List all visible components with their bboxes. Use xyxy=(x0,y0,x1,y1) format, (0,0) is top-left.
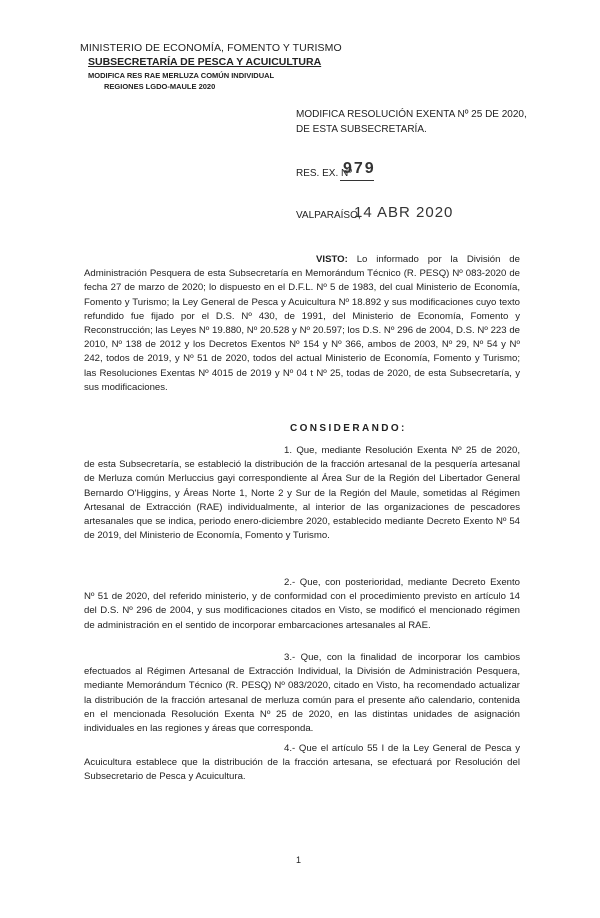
considerando-title: CONSIDERANDO: xyxy=(290,423,407,434)
visto-section xyxy=(84,253,520,395)
considerando-paragraph-3: 3.- Que, con la finalidad de incorporar los cambios efectuados al Régimen Artesanal de Extracción Individual, la División de Administración Pesquera, mediante Memorándum Técnico (R. PESQ) Nº 083/2020, citado en Visto, ha recomendado actualizar la distribución de la fracción artesanal de merluza común para el presente año calendario, contenida en el mencionada Resolución Exenta Nº 25 de 2020, en las distintas unidades de asignación individuales en las regiones y áreas que corresponda. xyxy=(84,652,520,735)
resolution-number-underline xyxy=(340,180,374,181)
visto-text: Lo informado por la División de Administración Pesquera de esta Subsecretaría en Memorándum Técnico (R. PESQ) Nº 083-2020 de fecha 27 de marzo de 2020; lo dispuesto en el D.F.L. Nº 5 de 1983, del cual Ministerio de Economía, Fomento y Turismo; la Ley General de Pesca y Acuicultura Nº 18.892 y sus modificaciones cuyo texto refundido fue fijado por el D.S. Nº 430, de 1991, del Ministerio de Economía, Fomento y Reconstrucción; las Leyes Nº 19.880, Nº 20.528 y Nº 20.597; los D.S. Nº 296 de 2004, D.S. Nº 223 de 2010, Nº 138 de 2012 y los Decretos Exentos Nº 154 y Nº 366, ambos de 2003, Nº 29, Nº 54 y Nº 242, todos de 2019, y Nº 51 de 2020, todos del actual Ministerio de Economía, Fomento y Turismo; las Resoluciones Exentas Nº 4015 de 2019 y Nº 04 t Nº 25, todas de 2020, de esta Subsecretaría, y sus modificaciones. xyxy=(84,254,520,393)
considerando-paragraph-2: 2.- Que, con posterioridad, mediante Decreto Exento Nº 51 de 2020, del referido ministerio, y de conformidad con el procedimiento previsto en artículo 14 del D.S. Nº 296 de 2004, y sus modificaciones citados en Visto, se modificó el mencionado régimen de administración en el sentido de incorporar embarcaciones artesanales al RAE. xyxy=(84,577,520,631)
ministry-name: MINISTERIO DE ECONOMÍA, FOMENTO Y TURISMO xyxy=(80,42,342,54)
visto-label: VISTO: xyxy=(316,254,348,265)
subsecretaria-name: SUBSECRETARÍA DE PESCA Y ACUICULTURA xyxy=(88,56,322,68)
resolution-date-stamp: 14 ABR 2020 xyxy=(354,204,454,221)
considerando-paragraph-4: 4.- Que el artículo 55 I de la Ley General de Pesca y Acuicultura establece que la distribución de la fracción artesana, se efectuará por Resolución del Subsecretario de Pesca y Acuicultura. xyxy=(84,743,520,783)
document-ref-line-2: REGIONES LGDO-MAULE 2020 xyxy=(104,82,216,91)
resolution-number-label: RES. EX. Nº xyxy=(296,168,352,179)
resolution-subject: MODIFICA RESOLUCIÓN EXENTA Nº 25 DE 2020, DE ESTA SUBSECRETARÍA. xyxy=(296,109,527,135)
considerando-paragraph-1: 1. Que, mediante Resolución Exenta Nº 25 de 2020, de esta Subsecretaría, se estableció la distribución de la fracción artesanal de la pesquería artesanal de Merluza común Merluccius gayi correspondiente al Área Sur de la Región del Libertador General Bernardo O'Higgins, y Áreas Norte 1, Norte 2 y Sur de la Región del Maule, sometidas al Régimen Artesanal de Extracción (RAE) individualmente, al interior de las organizaciones de pescadores artesanales que se indica, periodo enero-diciembre 2020, establecido mediante Decreto Exento Nº 54 de 2019, del Ministerio de Economía, Fomento y Turismo. xyxy=(84,445,520,542)
resolution-place: VALPARAÍSO, xyxy=(296,210,361,221)
resolution-number: 979 xyxy=(343,160,376,177)
document-ref-line-1: MODIFICA RES RAE MERLUZA COMÚN INDIVIDUAL xyxy=(88,71,275,80)
page-number: 1 xyxy=(296,855,302,865)
